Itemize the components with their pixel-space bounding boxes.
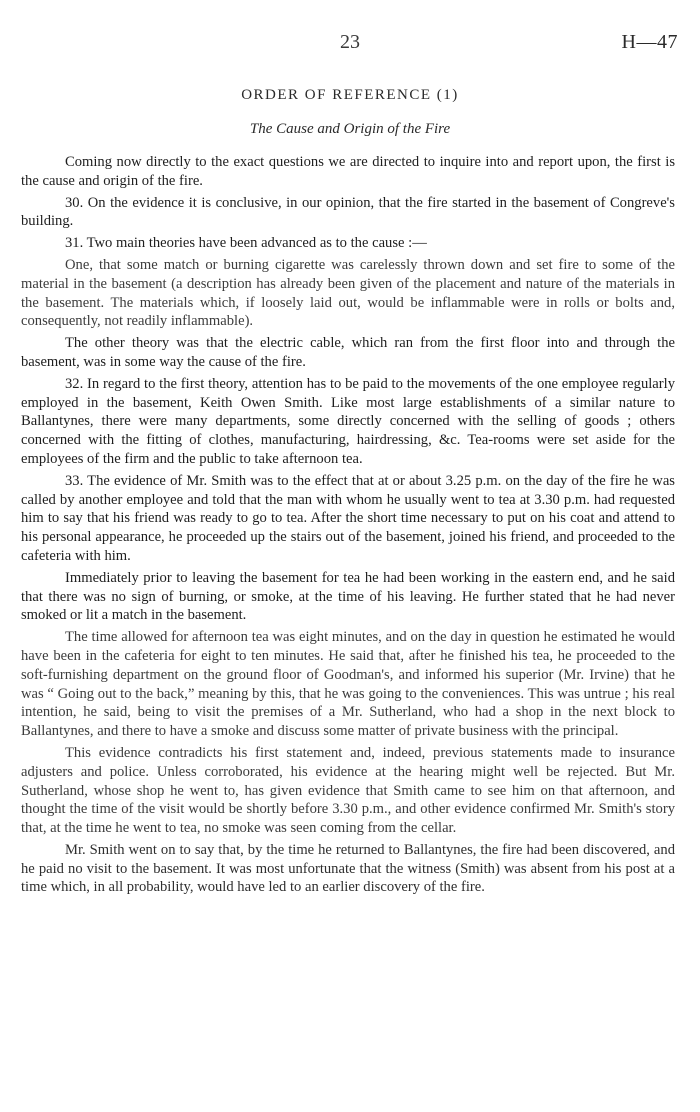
paragraph-31: 31. Two main theories have been advanced as to the cause :— [65,235,427,252]
body-text [21,153,675,900]
page-number: 23 [340,31,360,53]
section-heading: ORDER OF REFERENCE (1) [241,87,459,103]
paragraph-theory-one: One, that some match or burning cigarette was carelessly thrown down and set fire to some of the material in the basement (a description has already been given of the placement and nature of the materials in the basement. The materials which, if loosely laid out, would be inflammable were in rolls or bolts and, consequently, not readily inflammable). [21,256,675,330]
paragraph-contradiction: This evidence contradicts his first statement and, indeed, previous statements made to insurance adjusters and police. Unless corroborated, his evidence at the hearing might well be rejected. But Mr. Sutherland, whose shop he went to, has given evidence that Smith came to see him on that afternoon, and thought the time of the visit would be shortly before 3.30 p.m., and other evidence confirmed Mr. Smith's story that, at the time he went to tea, no smoke was seen coming from the cellar. [21,744,675,837]
paragraph-30: 30. On the evidence it is conclusive, in our opinion, that the fire started in the basement of Congreve's building. [21,194,675,230]
paragraph-return: Mr. Smith went on to say that, by the time he returned to Ballantynes, the fire had been discovered, and he paid no visit to the basement. It was most unfortunate that the witness (Smith) was absent from his post at a time which, in all probability, would have led to an earlier discovery of the fire. [21,841,675,896]
document-reference: H—47 [621,31,678,53]
paragraph-intro: Coming now directly to the exact questions we are directed to inquire into and report upon, the first is the cause and origin of the fire. [21,154,675,189]
paragraph-theory-two: The other theory was that the electric cable, which ran from the first floor into and through the basement, was in some way the cause of the fire. [21,335,675,370]
paragraph-afternoon-tea: The time allowed for afternoon tea was eight minutes, and on the day in question he estimated he would have been in the cafeteria for eight to ten minutes. He said that, after he finished his tea, he proceeded to the soft-furnishing department on the ground floor of Goodman's, and informed his superior (Mr. Irvine) that he was “ Going out to the back,” meaning by this, that he was going to the conveniences. This was untrue ; his real intention, he said, being to visit the premises of a Mr. Sutherland, who had a shop in the next block to Ballantynes, and there to have a smoke and discuss some matter of private business with the principal. [21,629,675,740]
paragraph-prior-leaving: Immediately prior to leaving the basement for tea he had been working in the eastern end, and he said that there was no sign of burning, or smoke, at the time of his leaving. He further stated that he had never smoked or lit a match in the basement. [21,569,675,624]
paragraph-32: 32. In regard to the first theory, attention has to be paid to the movements of the one employee regularly employed in the basement, Keith Owen Smith. Like most large establishments of a similar nature to Ballantynes, there were many departments, some directly concerned with the selling of goods ; others concerned with the fitting of clothes, manufacturing, hairdressing, &c. Tea-rooms were set aside for the employees of the firm and the public to take afternoon tea. [21,375,675,467]
section-subheading: The Cause and Origin of the Fire [249,121,451,137]
paragraph-33: 33. The evidence of Mr. Smith was to the effect that at or about 3.25 p.m. on the day of the fire he was called by another employee and told that the man with whom he usually went to tea at 3.30 p.m. had requested him to say that his friend was ready to go to tea. After the short time necessary to put on his coat and attend to his personal appearance, he proceeded up the stairs out of the basement, joined his friend, and proceeded to the cafeteria with him. [21,472,675,564]
